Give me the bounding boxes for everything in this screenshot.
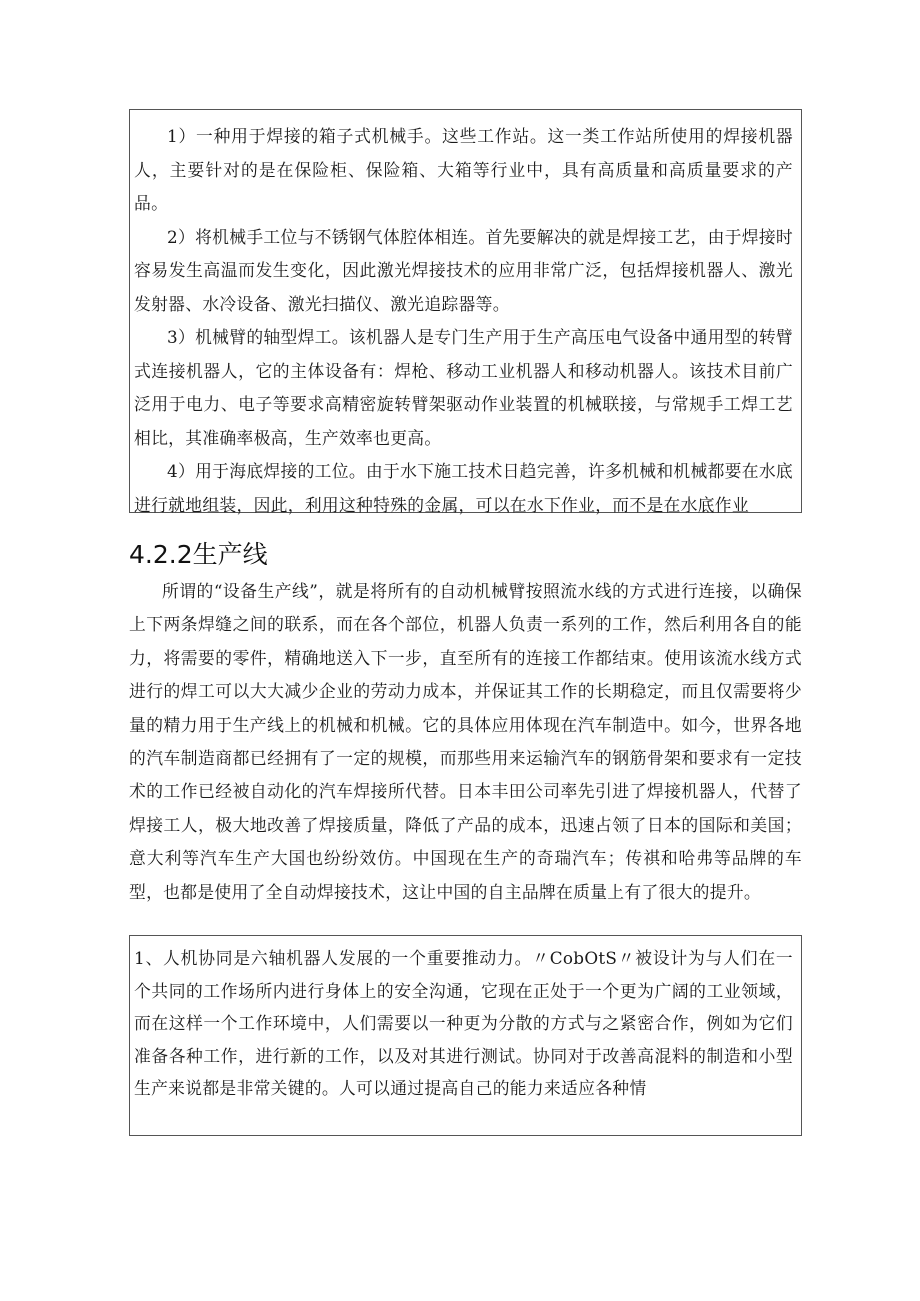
- paragraph-item-2: 2）将机械手工位与不锈钢气体腔体相连。首先要解决的就是焊接工艺，由于焊接时容易发生高温而发生变化，因此激光焊接技术的应用非常广泛，包括焊接机器人、激光发射器、水冷设备、激光扫描仪、激光追踪器等。: [134, 226, 793, 314]
- body-paragraph: 所谓的“设备生产线”，就是将所有的自动机械臂按照流水线的方式进行连接，以确保上下两条焊缝之间的联系，而在各个部位，机器人负责一系列的工作，然后利用各自的能力，将需要的零件，精确地送入下一步，直至所有的连接工作都结束。使用该流水线方式进行的焊工可以大大减少企业的劳动力成本，并保证其工作的长期稳定，而且仅需要将少量的精力用于生产线上的机械和机械。它的具体应用体现在汽车制造中。如今，世界各地的汽车制造商都已经拥有了一定的规模，而那些用来运输汽车的钢筋骨架和要求有一定技术的工作已经被自动化的汽车焊接所代替。日本丰田公司率先引进了焊接机器人，代替了焊接工人，极大地改善了焊接质量，降低了产品的成本，迅速占领了日本的国际和美国；意大利等汽车生产大国也纷纷效仿。中国现在生产的奇瑞汽车；传祺和哈弗等品牌的车型，也都是使用了全自动焊接技术，这让中国的自主品牌在质量上有了很大的提升。: [129, 581, 802, 902]
- collaboration-paragraph: 1、人机协同是六轴机器人发展的一个重要推动力。〃CobOtS〃被设计为与人们在一个共同的工作场所内进行身体上的安全沟通，它现在正处于一个更为广阔的工业领域，而在这样一个工作环境中，人们需要以一种更为分散的方式与之紧密合作，例如为它们准备各种工作，进行新的工作，以及对其进行测试。协同对于改善高混料的制造和小型生产来说都是非常关键的。人可以通过提高自己的能力来适应各种情: [134, 948, 793, 1098]
- paragraph-item-4: 4）用于海底焊接的工位。由于水下施工技术日趋完善，许多机械和机械都要在水底进行就地组装，因此，利用这种特殊的金属，可以在水下作业，而不是在水底作业: [134, 461, 793, 515]
- bordered-text-box-human-robot-collaboration: [129, 935, 802, 1136]
- paragraph-item-1: 1）一种用于焊接的箱子式机械手。这些工作站。这一类工作站所使用的焊接机器人，主要针对的是在保险柜、保险箱、大箱等行业中，具有高质量和高质量要求的产品。: [134, 126, 793, 213]
- paragraph-item-3: 3）机械臂的轴型焊工。该机器人是专门生产用于生产高压电气设备中通用型的转臂式连接机器人，它的主体设备有：焊枪、移动工业机器人和移动机器人。该技术目前广泛用于电力、电子等要求高精密旋转臂架驱动作业装置的机械联接，与常规手工焊工艺相比，其准确率极高，生产效率也更高。: [134, 327, 793, 448]
- bordered-text-box-welding-workstations: [129, 109, 802, 513]
- section-body: [129, 575, 802, 909]
- section-heading: 4.2.2生产线: [129, 540, 268, 569]
